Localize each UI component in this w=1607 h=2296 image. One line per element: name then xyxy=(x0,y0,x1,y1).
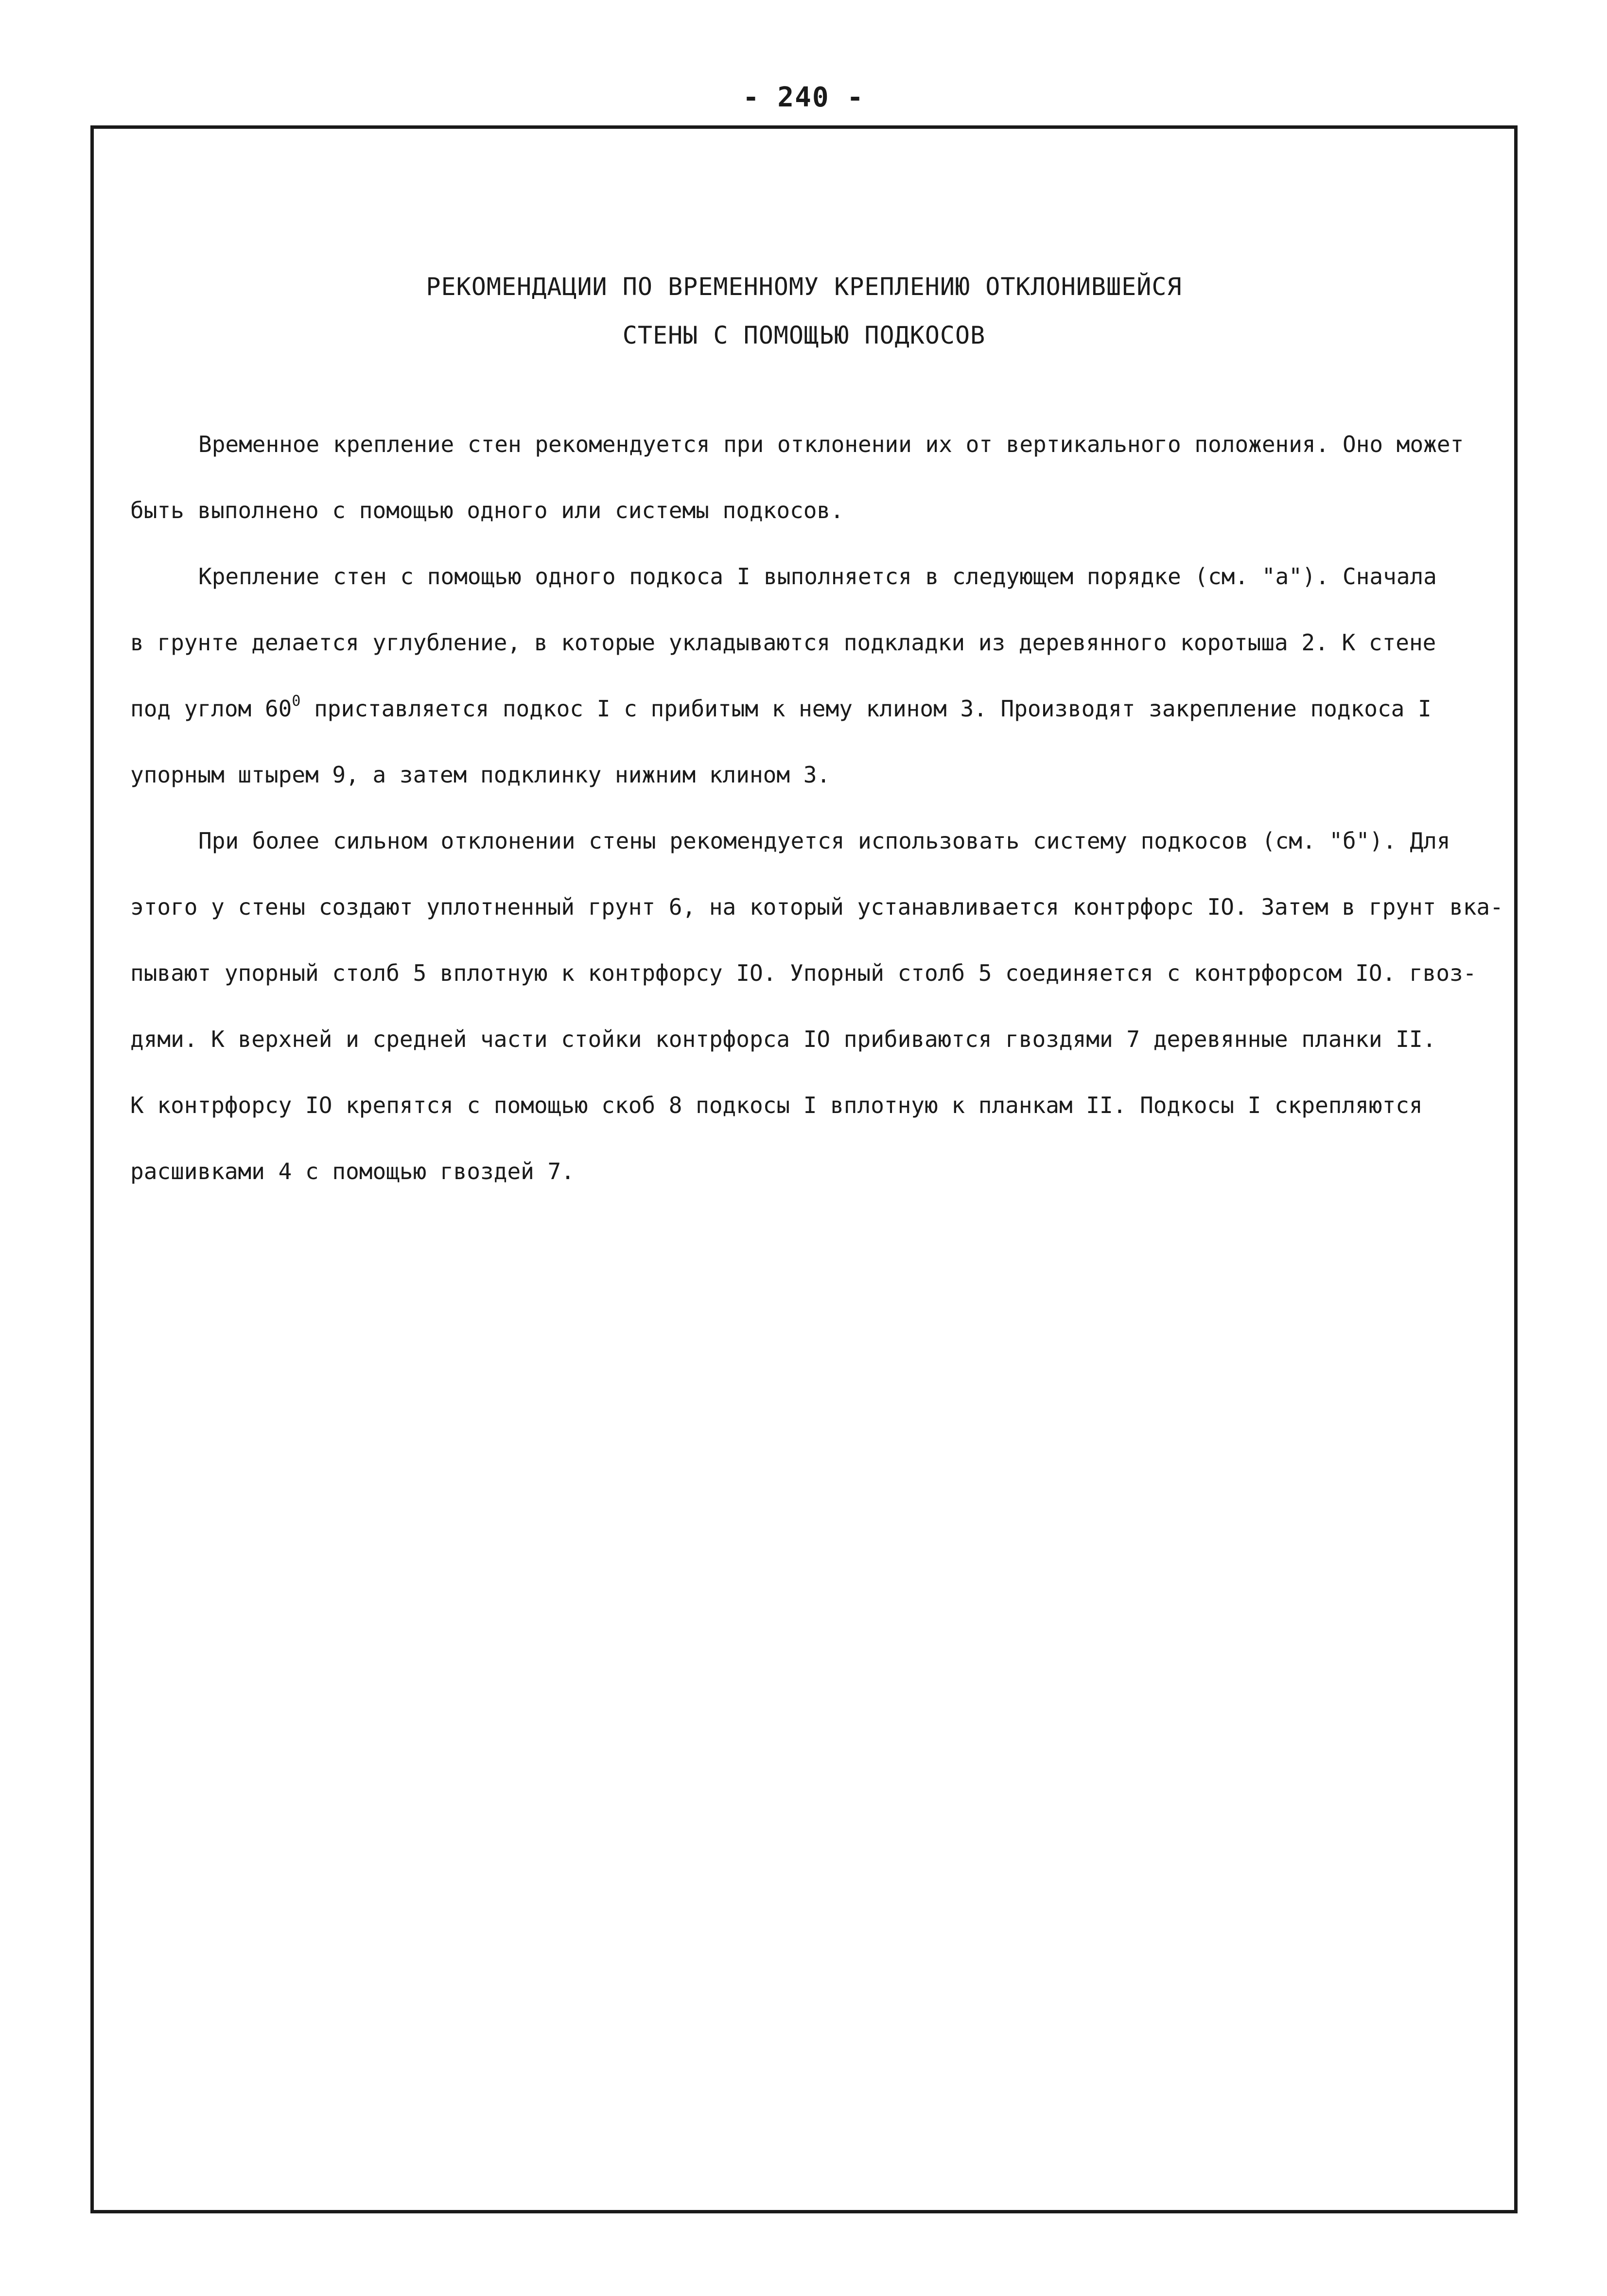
paragraph-line: быть выполнено с помощью одного или системы подкосов. xyxy=(130,497,844,523)
paragraph-line: Крепление стен с помощью одного подкоса I выполняется в следующем порядке (см. "а"). Сначала xyxy=(198,563,1437,590)
paragraph-line: Временное крепление стен рекомендуется при отклонении их от вертикального положения. Оно может xyxy=(198,431,1464,457)
paragraph-line: К контрфорсу IO крепятся с помощью скоб 8 подкосы I вплотную к планкам II. Подкосы I скрепляются xyxy=(130,1092,1423,1118)
degree-superscript: 0 xyxy=(292,693,301,710)
document-title xyxy=(90,262,1518,360)
paragraph-line: пывают упорный столб 5 вплотную к контрфорсу IO. Упорный столб 5 соединяется с контрфорсом IO. гвоз- xyxy=(130,960,1477,986)
paragraph-line: При более сильном отклонении стены рекомендуется использовать систему подкосов (см. "б"). Для xyxy=(198,828,1450,854)
paragraph-line xyxy=(130,676,1491,742)
paragraph-line: этого у стены создают уплотненный грунт 6, на который устанавливается контрфорс IO. Затем в грунт вка- xyxy=(130,894,1503,920)
angle-text-continuation: приставляется подкос I с прибитым к нему клином 3. Производят закрепление подкоса I xyxy=(314,696,1432,722)
angle-text: под углом 60 xyxy=(130,696,292,722)
paragraph-line: дями. К верхней и средней части стойки контрфорса IO прибиваются гвоздями 7 деревянные планки II. xyxy=(130,1026,1436,1052)
paragraph-line: в грунте делается углубление, в которые укладываются подкладки из деревянного коротыша 2. К стене xyxy=(130,629,1436,656)
body-text xyxy=(130,411,1503,1204)
paragraph-line: упорным штырем 9, а затем подклинку нижним клином 3. xyxy=(130,762,831,788)
title-line-1: РЕКОМЕНДАЦИИ ПО ВРЕМЕННОМУ КРЕПЛЕНИЮ ОТКЛОНИВШЕЙСЯ xyxy=(426,273,1182,301)
page-number: - 240 - xyxy=(742,82,864,113)
paragraph-line: расшивками 4 с помощью гвоздей 7. xyxy=(130,1158,575,1184)
title-line-2: СТЕНЫ С ПОМОЩЬЮ ПОДКОСОВ xyxy=(622,321,986,349)
